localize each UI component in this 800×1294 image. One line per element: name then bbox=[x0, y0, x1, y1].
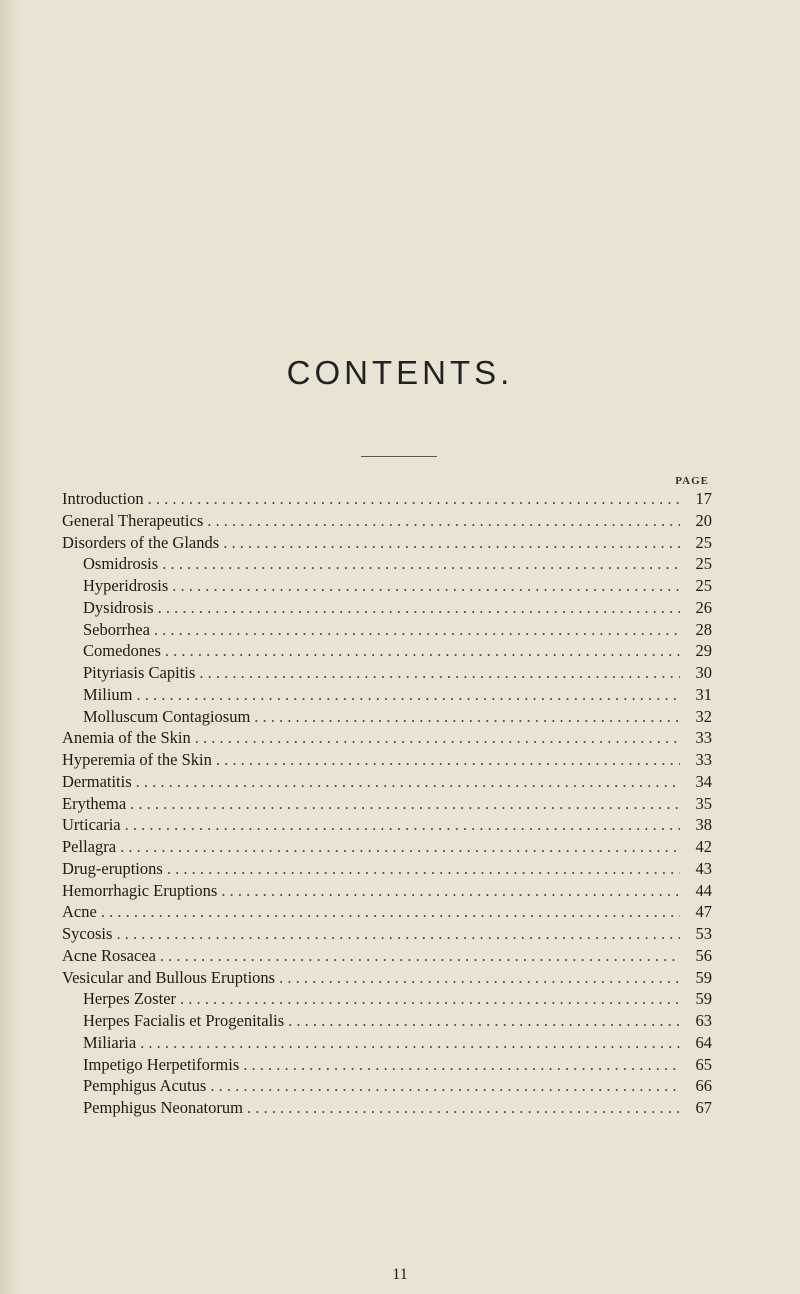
dot-leader bbox=[284, 1011, 680, 1031]
dot-leader bbox=[156, 946, 680, 966]
toc-entry-title: Hemorrhagic Eruptions bbox=[62, 880, 218, 900]
dot-leader bbox=[97, 902, 680, 922]
toc-entry bbox=[62, 1055, 712, 1077]
dot-leader bbox=[150, 620, 680, 640]
dot-leader bbox=[158, 554, 680, 574]
toc-entry bbox=[62, 511, 712, 533]
toc-entry-title: Impetigo Herpetiformis bbox=[83, 1054, 240, 1074]
dot-leader bbox=[275, 968, 680, 988]
toc-entry-page: 67 bbox=[695, 1098, 712, 1117]
toc-entry-title: Acne bbox=[62, 902, 97, 922]
toc-entry-page: 33 bbox=[695, 750, 712, 769]
toc-entry-title: Hyperidrosis bbox=[83, 576, 169, 595]
toc-entry-title: Molluscum Contagiosum bbox=[83, 706, 251, 726]
toc-entry-page: 59 bbox=[695, 967, 712, 987]
toc-entry-page: 53 bbox=[695, 924, 712, 943]
toc-entry-page: 25 bbox=[695, 576, 712, 595]
dot-leader bbox=[144, 489, 680, 509]
toc-entry bbox=[62, 946, 712, 968]
dot-leader bbox=[116, 837, 680, 857]
toc-entry-title: Drug-eruptions bbox=[62, 858, 163, 878]
toc-entry bbox=[62, 815, 712, 837]
toc-entry-title: Vesicular and Bullous Eruptions bbox=[62, 967, 276, 987]
toc-entry-page: 34 bbox=[695, 771, 712, 791]
toc-entry-title: Herpes Facialis et Progenitalis bbox=[83, 1011, 285, 1030]
toc-entry-title: Dysidrosis bbox=[83, 597, 154, 617]
toc-entry-title: Urticaria bbox=[62, 815, 121, 835]
toc-entry bbox=[62, 859, 712, 881]
dot-leader bbox=[121, 815, 680, 835]
toc-entry-page: 30 bbox=[695, 663, 712, 682]
toc-entry-page: 17 bbox=[695, 489, 712, 508]
toc-entry-page: 44 bbox=[695, 880, 712, 900]
toc-entry bbox=[62, 685, 712, 707]
toc-entry-title: General Therapeutics bbox=[62, 510, 204, 530]
toc-entry bbox=[62, 837, 712, 859]
toc-entry-page: 66 bbox=[695, 1076, 712, 1096]
page-title: CONTENTS. bbox=[286, 354, 514, 392]
dot-leader bbox=[163, 859, 680, 879]
toc-entry-page: 25 bbox=[695, 532, 712, 552]
toc-entry bbox=[62, 881, 712, 903]
toc-entry bbox=[62, 968, 712, 990]
toc-entry bbox=[62, 620, 712, 642]
toc-entry-page: 29 bbox=[695, 641, 712, 661]
toc-entry bbox=[62, 924, 712, 946]
toc-entry bbox=[62, 1098, 712, 1120]
toc-entry-page: 47 bbox=[695, 902, 712, 922]
toc-entry-title: Erythema bbox=[62, 793, 127, 813]
toc-entry bbox=[62, 750, 712, 772]
toc-entry-title: Introduction bbox=[62, 489, 144, 508]
toc-entry-title: Sycosis bbox=[62, 924, 113, 943]
toc-entry-title: Miliaria bbox=[83, 1032, 137, 1052]
toc-entry-title: Pemphigus Neonatorum bbox=[83, 1098, 243, 1117]
dot-leader bbox=[161, 641, 680, 661]
toc-entry-page: 65 bbox=[695, 1054, 712, 1074]
toc-entry-page: 31 bbox=[695, 684, 712, 704]
toc-entry-page: 32 bbox=[695, 706, 712, 726]
toc-entry-title: Milium bbox=[83, 684, 133, 704]
toc-entry-page: 56 bbox=[695, 945, 712, 965]
toc-entry-title: Osmidrosis bbox=[83, 554, 159, 574]
title-rule bbox=[361, 456, 437, 457]
toc-entry bbox=[62, 902, 712, 924]
dot-leader bbox=[133, 685, 680, 705]
dot-leader bbox=[212, 750, 680, 770]
toc-entry-page: 38 bbox=[695, 815, 712, 835]
dot-leader bbox=[243, 1098, 680, 1118]
dot-leader bbox=[154, 598, 680, 618]
toc-entry bbox=[62, 489, 712, 511]
toc-entry-title: Herpes Zoster bbox=[83, 989, 177, 1009]
toc-entry-page: 43 bbox=[695, 858, 712, 878]
table-of-contents bbox=[62, 489, 712, 1120]
page-column-header: PAGE bbox=[675, 475, 709, 487]
toc-entry bbox=[62, 707, 712, 729]
toc-entry-page: 42 bbox=[695, 837, 712, 856]
toc-entry bbox=[62, 663, 712, 685]
dot-leader bbox=[112, 924, 680, 944]
toc-entry-page: 33 bbox=[695, 728, 712, 748]
toc-entry-title: Seborrhea bbox=[83, 619, 150, 639]
toc-entry-title: Acne Rosacea bbox=[62, 945, 156, 965]
toc-entry-page: 35 bbox=[695, 793, 712, 813]
toc-entry bbox=[62, 598, 712, 620]
toc-entry-page: 63 bbox=[695, 1011, 712, 1030]
toc-entry-title: Hyperemia of the Skin bbox=[62, 750, 212, 769]
dot-leader bbox=[219, 533, 680, 553]
toc-entry-title: Pemphigus Acutus bbox=[83, 1076, 207, 1096]
dot-leader bbox=[250, 707, 680, 727]
toc-entry-title: Pellagra bbox=[62, 837, 117, 856]
dot-leader bbox=[126, 794, 680, 814]
dot-leader bbox=[176, 989, 680, 1009]
toc-entry-title: Anemia of the Skin bbox=[62, 728, 191, 748]
toc-entry-title: Dermatitis bbox=[62, 771, 132, 791]
toc-entry bbox=[62, 1076, 712, 1098]
dot-leader bbox=[206, 1076, 680, 1096]
toc-entry bbox=[62, 728, 712, 750]
toc-entry-page: 20 bbox=[695, 510, 712, 530]
toc-entry bbox=[62, 794, 712, 816]
toc-entry-page: 26 bbox=[695, 597, 712, 617]
toc-entry-page: 25 bbox=[695, 554, 712, 574]
page-number: 11 bbox=[392, 1266, 408, 1283]
toc-entry bbox=[62, 1011, 712, 1033]
toc-entry-title: Comedones bbox=[83, 641, 161, 661]
toc-entry-page: 59 bbox=[695, 989, 712, 1009]
dot-leader bbox=[136, 1033, 680, 1053]
dot-leader bbox=[191, 728, 680, 748]
toc-entry-page: 64 bbox=[695, 1032, 712, 1052]
dot-leader bbox=[168, 576, 680, 596]
toc-entry bbox=[62, 554, 712, 576]
toc-entry bbox=[62, 641, 712, 663]
toc-entry bbox=[62, 576, 712, 598]
toc-entry-title: Pityriasis Capitis bbox=[83, 663, 196, 682]
page-binding-edge bbox=[0, 0, 22, 1294]
dot-leader bbox=[239, 1055, 680, 1075]
dot-leader bbox=[195, 663, 680, 683]
toc-entry bbox=[62, 1033, 712, 1055]
dot-leader bbox=[217, 881, 680, 901]
dot-leader bbox=[203, 511, 680, 531]
toc-entry bbox=[62, 533, 712, 555]
toc-entry-page: 28 bbox=[695, 619, 712, 639]
toc-entry bbox=[62, 989, 712, 1011]
toc-entry bbox=[62, 772, 712, 794]
dot-leader bbox=[132, 772, 680, 792]
toc-entry-title: Disorders of the Glands bbox=[62, 532, 220, 552]
